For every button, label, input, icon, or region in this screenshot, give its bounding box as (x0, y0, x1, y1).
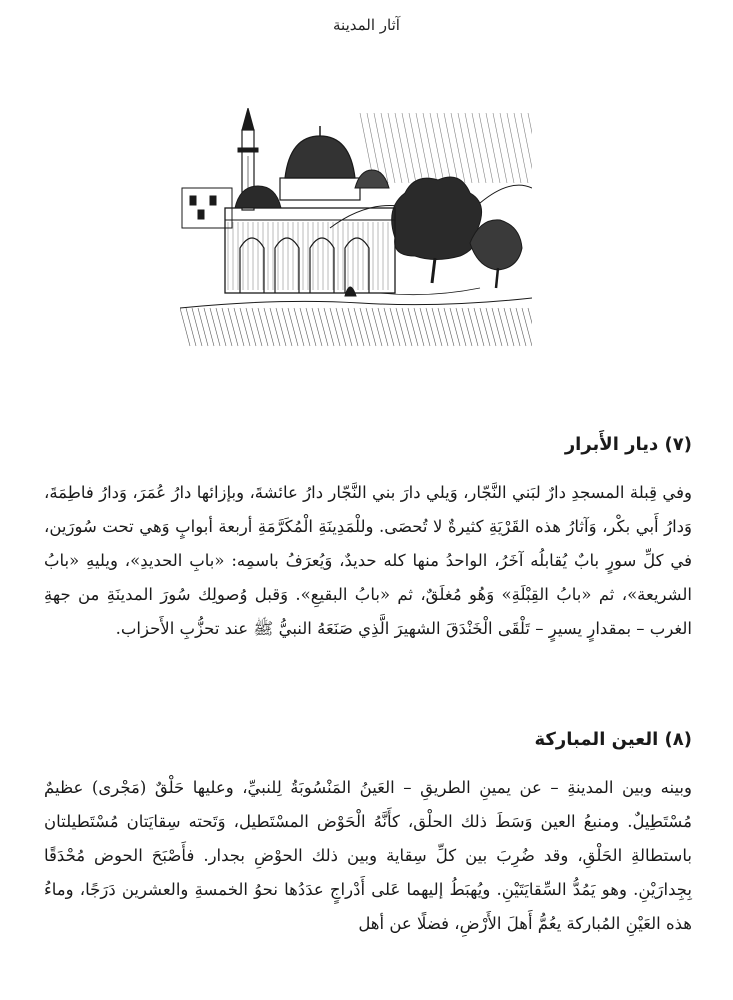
mosque-engraving (180, 108, 532, 348)
engraving-svg (180, 108, 532, 348)
ground (180, 287, 532, 346)
section-heading: (٨) العين المباركة (534, 729, 692, 750)
section-paragraph: وبينه وبين المدينةِ – عن يمينِ الطريقِ – العَينُ المَنْسُوبَةُ لِلنبيِّ، وعليها حَلْقٌ (مَجْرى) عظيمٌ مُسْتَطِيلٌ. ومنبعُ العين وَسَطَ ذلك الحلْق، كأَنَّهُ الْحَوْض المسْتَطيل، وَتَحته سِقايَتان مُسْتَطيلتان باستطالةِ الحَلْقِ، وقد ضُرِبَ بين كلِّ سِقاية وبين ذلك الحوْضِ بجدار. فأَصْبَحَ الحوض مُحْدَقًا بِجِدارَيْنِ. وهو يَمُدُّ السِّقايَتَيْنِ. ويُهبَطُ إليهما عَلى أَدْراجٍ عدَدُها نحوُ الخمسةِ والعشرين دَرَجًا، وماءُ هذه العَيْنِ المُباركة يعُمُّ أَهلَ الأَرْضِ، فضلًا عن أهل (44, 778, 692, 933)
mosque-body (225, 208, 395, 293)
sky-hatching (360, 113, 532, 183)
trees-right (392, 177, 522, 288)
section-pious-houses (44, 432, 692, 646)
domes (235, 126, 389, 208)
section-blessed-spring (44, 727, 692, 941)
running-header: آثار المدينة (333, 16, 400, 34)
section-heading: (٧) ديار الأَبرار (564, 434, 692, 455)
section-paragraph: وفي قِبلة المسجدِ دارٌ لبَني النَّجّار، وَيلي دارَ بني النَّجّار دارُ عائشةَ، وبإزائها دارُ عُمَرَ، وَدارُ فاطِمَةَ، وَدارُ أَبي بكْر، وَآثارُ هذه القَرْيَةِ كثيرةٌ لا تُحصَى. وللْمَدِينَةِ الْمُكَرَّمَةِ أربعة أبوابٍ وَهي تحت سُورَين، في كلِّ سورٍ بابٌ يُقابلُه آخَرُ، الواحدُ منها كله حديدٌ، وَيُعرَفُ باسمِه: «بابِ الحديدِ»، ويليهِ «بابُ الشريعة»، ثم «بابُ القِبْلَةِ» وَهُو مُغلَقٌ، ثم «بابُ البقيعِ». وَقبل وُصولِك سُورَ المدينَةِ من جهةِ الغرب – بمقدارٍ يسيرٍ – تَلْقَى الْخَنْدَقَ الشهيرَ الَّذِي صَنَعَهُ النبيُّ ﷺ عند تحزُّبِ الأَحزاب. (44, 483, 693, 638)
